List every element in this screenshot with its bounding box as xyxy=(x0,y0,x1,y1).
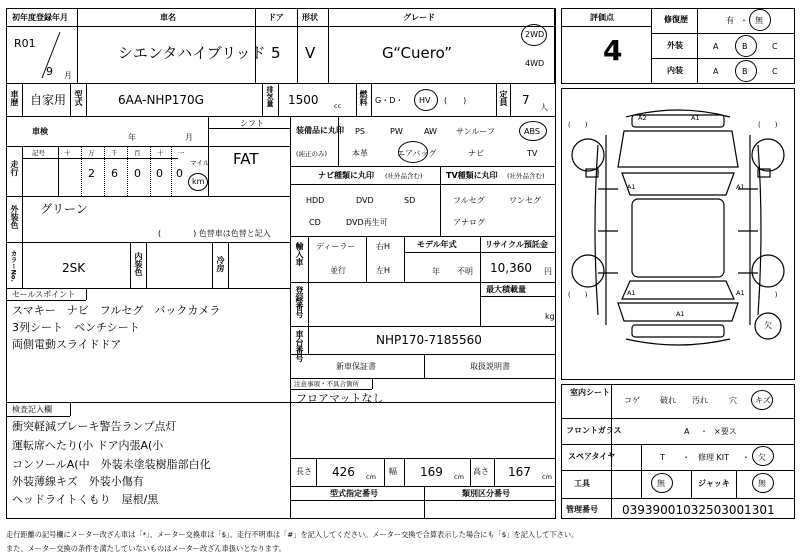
color-label: 外装色 xyxy=(10,205,19,229)
model-year-label: モデル年式 xyxy=(417,240,457,249)
capacity-label: 定員 xyxy=(499,90,508,106)
mileage-digit: 0 xyxy=(156,167,163,180)
import-parallel: 並行 xyxy=(330,266,346,275)
mgmt-value: 03939001032503001301 xyxy=(622,503,775,517)
usage: 自家用 xyxy=(30,93,67,107)
drive-2wd: 2WD xyxy=(525,30,545,39)
repair-no: 無 xyxy=(755,16,763,25)
spare-t: T xyxy=(660,453,665,462)
grade-label: グレード xyxy=(403,13,435,22)
spare-label: スペアタイヤ xyxy=(568,452,616,461)
mileage-col: 千 xyxy=(111,149,118,157)
nav-option: DVD再生可 xyxy=(346,218,388,227)
nav-option: SD xyxy=(404,196,416,205)
footer-line1: 走行距離の記号欄にメーター改ざん車は「*」、メーター交換車は「$」、走行不明車は「#」を記入してください。メーター交換で合算表示した場合にも「$」を記入して下さい。 xyxy=(6,530,579,539)
notes-label: 注意事項・不具合箇所 xyxy=(294,380,359,388)
mileage-col: 万 xyxy=(88,149,95,157)
spare-missing-mark: 欠 xyxy=(764,321,772,330)
inspector-notes-label: 検査記入欄 xyxy=(12,405,52,414)
displacement-label: 排気量 xyxy=(266,86,274,107)
interior-c: C xyxy=(772,67,778,76)
inspector-note-line: コンソールA(中 外装未塗装樹脂部白化 xyxy=(12,458,211,471)
fuel-selected: HV xyxy=(419,96,431,105)
exterior-label: 外装 xyxy=(667,41,683,50)
capacity-unit: 人 xyxy=(540,103,548,112)
spare-kit: 修理 KIT xyxy=(698,453,730,462)
equipment-item: PW xyxy=(390,127,403,136)
equipment-sub: (純正のみ) xyxy=(296,150,328,158)
sheet-option: 汚れ xyxy=(692,396,708,405)
color-code-label: カラーNo. xyxy=(9,250,18,282)
length: 426 xyxy=(332,465,355,479)
mileage-col: 十 xyxy=(64,149,71,157)
ac-label: 冷房 xyxy=(216,256,225,272)
model-label: 型式 xyxy=(74,90,83,106)
mileage-sub: 記号 xyxy=(32,149,45,157)
mgmt-label: 管理番号 xyxy=(566,505,598,514)
length-label: 長さ xyxy=(296,467,312,476)
repair-yes: 有 xyxy=(726,16,734,25)
footer-line2: また、メーター交換の条件を満たしていないものはメーター改ざん車扱いとなります。 xyxy=(6,544,286,553)
doors: 5 xyxy=(271,44,281,62)
shaken-year-unit: 年 xyxy=(128,133,136,142)
model-year-year: 年 xyxy=(432,267,440,276)
drive-4wd: 4WD xyxy=(525,59,545,68)
usage-label: 車歴 xyxy=(10,90,19,106)
length-unit: cm xyxy=(366,473,376,481)
jack-label: ジャッキ xyxy=(698,479,730,488)
selling-point-line: 3列シート ベンチシート xyxy=(12,321,140,334)
selling-points-label: セールスポイント xyxy=(12,290,76,299)
glass-label: フロントガラス xyxy=(566,426,622,435)
cc-unit: cc xyxy=(334,102,342,110)
tools-label: 工具 xyxy=(574,479,590,488)
nav-option: CD xyxy=(309,218,321,227)
tv-type-sub: (社外品含む) xyxy=(507,172,545,180)
import-left-h: 左H xyxy=(376,266,391,275)
yen-unit: 円 xyxy=(544,267,552,276)
interior-b: B xyxy=(742,67,748,76)
inspector-note-line: 外装薄線キズ 外装小傷有 xyxy=(12,475,144,488)
width: 169 xyxy=(420,465,443,479)
exterior-c: C xyxy=(772,42,778,51)
color-note: ( ) 色替車は色替と記入 xyxy=(158,229,271,238)
tv-option: ワンセグ xyxy=(509,196,541,205)
mileage-digit: 6 xyxy=(111,167,118,180)
width-unit: cm xyxy=(454,473,464,481)
mileage-digit: 2 xyxy=(88,167,95,180)
nav-option: DVD xyxy=(356,196,374,205)
equipment-item: エアバッグ xyxy=(397,149,437,158)
class-no-label: 類別区分番号 xyxy=(462,489,510,498)
reg-no-label: 登録番号 xyxy=(295,286,304,318)
model: 6AA-NHP170G xyxy=(118,93,204,107)
car-name: シエンタハイブリッド xyxy=(118,44,266,62)
inspector-note-line: 衝突軽減ブレーキ警告ランプ点灯 xyxy=(12,420,177,433)
damage-mark: A1 xyxy=(691,114,700,122)
grade: G“Cuero” xyxy=(382,44,452,62)
width-label: 幅 xyxy=(389,467,397,476)
equipment-item: ABS xyxy=(524,127,540,136)
warranty-label: 新車保証書 xyxy=(336,362,376,371)
notes: フロアマットなし xyxy=(296,392,384,405)
score: 4 xyxy=(603,34,623,67)
interior-color-label: 内装色 xyxy=(134,252,143,276)
equipment-item: TV xyxy=(527,149,538,158)
equipment-item: 本革 xyxy=(352,149,368,158)
import-dealer: ディーラー xyxy=(316,242,356,251)
tv-option: アナログ xyxy=(453,218,485,227)
reg-year-label: 初年度登録年月 xyxy=(12,13,68,22)
spare-missing: 欠 xyxy=(758,453,766,462)
interior-label: 内装 xyxy=(667,66,683,75)
equipment-item: サンルーフ xyxy=(456,127,495,136)
svg-text:( ): ( ) xyxy=(758,121,778,129)
inspector-note-line: 運転席へたり(小 ドア内張A(小 xyxy=(12,439,164,452)
recycle-value: 10,360 xyxy=(490,261,532,275)
repair-label: 修復歴 xyxy=(664,15,688,24)
fuel-options: G・D・ xyxy=(375,96,404,105)
exterior-a: A xyxy=(713,42,719,51)
mileage-digit: 0 xyxy=(176,167,183,180)
equipment-item: PS xyxy=(355,127,365,136)
interior-a: A xyxy=(713,67,719,76)
mileage-unit-mile: マイル xyxy=(190,159,210,167)
exterior-b: B xyxy=(742,42,748,51)
shift-label: シフト xyxy=(240,119,264,128)
equipment-label: 装備品に丸印 xyxy=(296,126,344,135)
reg-month-unit: 月 xyxy=(64,71,72,80)
chassis: NHP170-7185560 xyxy=(376,333,482,347)
score-label: 評価点 xyxy=(590,13,614,22)
damage-mark: A2 xyxy=(638,114,647,122)
shift: FAT xyxy=(233,150,259,168)
max-load-label: 最大積載量 xyxy=(486,285,526,294)
manual-label: 取扱説明書 xyxy=(470,362,510,371)
damage-mark: A1 xyxy=(676,310,685,318)
svg-text:( ): ( ) xyxy=(568,291,588,299)
height-label: 高さ xyxy=(473,467,489,476)
capacity: 7 xyxy=(522,93,530,107)
nav-type-sub: (社外品含む) xyxy=(385,172,423,180)
displacement: 1500 xyxy=(288,93,319,107)
selling-point-line: スマキー ナビ フルセグ バックカメラ xyxy=(12,304,221,317)
height: 167 xyxy=(508,465,531,479)
color-code: 2SK xyxy=(62,261,86,275)
color-value: グリーン xyxy=(40,202,88,216)
mileage-label: 走行 xyxy=(10,160,19,176)
equipment-item: ナビ xyxy=(468,149,484,158)
fuel-label: 燃料 xyxy=(359,90,368,106)
inspector-note-line: ヘッドライトくもり 屋根/黒 xyxy=(12,493,159,506)
damage-mark: A1 xyxy=(736,289,745,297)
nav-type-label: ナビ種類に丸印 xyxy=(318,171,374,180)
sheet-option: コゲ xyxy=(624,396,640,405)
model-year-unknown: 不明 xyxy=(457,267,473,276)
reg-era-year: R01 xyxy=(14,37,36,50)
height-unit: cm xyxy=(542,473,552,481)
nav-option: HDD xyxy=(306,196,325,205)
import-right-h: 右H xyxy=(376,242,391,251)
reg-month: 9 xyxy=(46,65,53,78)
damage-mark: A1 xyxy=(736,183,745,191)
import-label: 輸入車 xyxy=(295,242,304,266)
door-label: ドア xyxy=(268,13,284,22)
selling-point-line: 両側電動スライドドア xyxy=(12,338,122,351)
jack-value: 無 xyxy=(758,479,766,488)
car-name-label: 車名 xyxy=(160,13,176,22)
shaken-month-unit: 月 xyxy=(185,133,193,142)
mileage-col: 一 xyxy=(178,149,185,157)
sheet-option: 破れ xyxy=(660,396,676,405)
shaken-label: 車検 xyxy=(32,127,48,136)
mileage-col: 百 xyxy=(134,149,141,157)
tools-value: 無 xyxy=(657,479,665,488)
sheet-option: 穴 xyxy=(729,396,737,405)
svg-text:( ): ( ) xyxy=(758,291,778,299)
fuel-paren: ( ) xyxy=(444,96,467,105)
damage-mark: A1 xyxy=(627,289,636,297)
svg-text:( ): ( ) xyxy=(568,121,588,129)
glass-x: ×要ス xyxy=(714,427,737,436)
mileage-unit-km: km xyxy=(192,177,205,186)
tv-type-label: TV種類に丸印 xyxy=(446,171,498,180)
recycle-label: リサイクル預託金 xyxy=(485,240,548,249)
kg-unit: kg xyxy=(545,312,555,321)
damage-mark: A1 xyxy=(627,183,636,191)
sheet-option: キズ xyxy=(755,396,771,405)
glass-a: A xyxy=(684,427,690,436)
shape-label: 形状 xyxy=(302,13,318,22)
mileage-digit: 0 xyxy=(134,167,141,180)
car-diagram xyxy=(562,89,794,379)
type-no-label: 型式指定番号 xyxy=(330,489,378,498)
tv-option: フルセグ xyxy=(453,196,485,205)
equipment-item: AW xyxy=(424,127,437,136)
shape: V xyxy=(305,44,316,62)
auction-sheet: 初年度登録年月 車名 ドア 形状 グレード R01 9 月 シエンタハイブリッド 5 V G“Cuero” 2WD 4WD 車歴 自家用 型式 6AA-NHP170G 排気量 1500 cc 燃料 G・D・ HV ( ) 定員 7 人 車検 年 月 シフト FAT 走行 記号 十 万 千 百 十 一 2 6 0 0 0 マイル km 外装色 グリーン ( ) 色替車は色替と記入 カラーNo. 2SK 内装色 冷房 セールスポイント スマキー ナビ フルセグ バックカメラ 3列シート ベンチシート 両側電動スライドドア 検査記入欄 衝突軽減ブレーキ警告ランプ点灯 運転席へたり(小 ドア内張A(小 コンソールA(中 外装未塗装樹脂部白化 外装薄線キズ 外装小傷有 ヘッドライトくもり 屋根/黒 装備品に丸印 (純正のみ) PS PW AW サンルーフ ABS 本革 エアバッグ ナビ TV ナビ種類に丸印 (社外品含む) TV種類に丸印 (社外品含む) HDD DVD SD CD DVD再生可 フルセグ ワンセグ アナログ 輸入車 ディーラー 並行 右H 左H モデル年式 年 不明 リサイクル預託金 10,360 円 登録番号 最大積載量 kg 車台番号 NHP170-7185560 新車保証書 取扱説明書 注意事項・不具合箇所 フロアマットなし 長さ 426 cm 幅 169 cm 高さ 167 cm 型式指定番号 類別区分番号 評価点 4 修復歴 有 ・ 無 外装 A B C 内装 A B C ( ) ( ) ( ) ( ) A2 A1 A1 A1 A1 A1 A1 欠 室内シート コゲ 破れ 汚れ 穴 キズ フロントガラス A ・ ×要ス スペアタイヤ T ・ 修理 KIT ・ 欠 工具 無 ジャッキ 無 管理番号 03939001032503001301 走行距離の記号欄にメーター改ざん車は「*」、メーター交換車は「$」、走行不明車は「#」を記入してください。メーター交換で合算表示した場合にも「$」を記入して下さい。 また、メーター交換の条件を満たしていないものはメーター改ざん車扱いとなります。 xyxy=(0,0,800,557)
interior-sheet-label: 室内シート xyxy=(570,388,610,397)
mileage-col: 十 xyxy=(157,149,164,157)
chassis-label: 車台番号 xyxy=(295,330,304,362)
